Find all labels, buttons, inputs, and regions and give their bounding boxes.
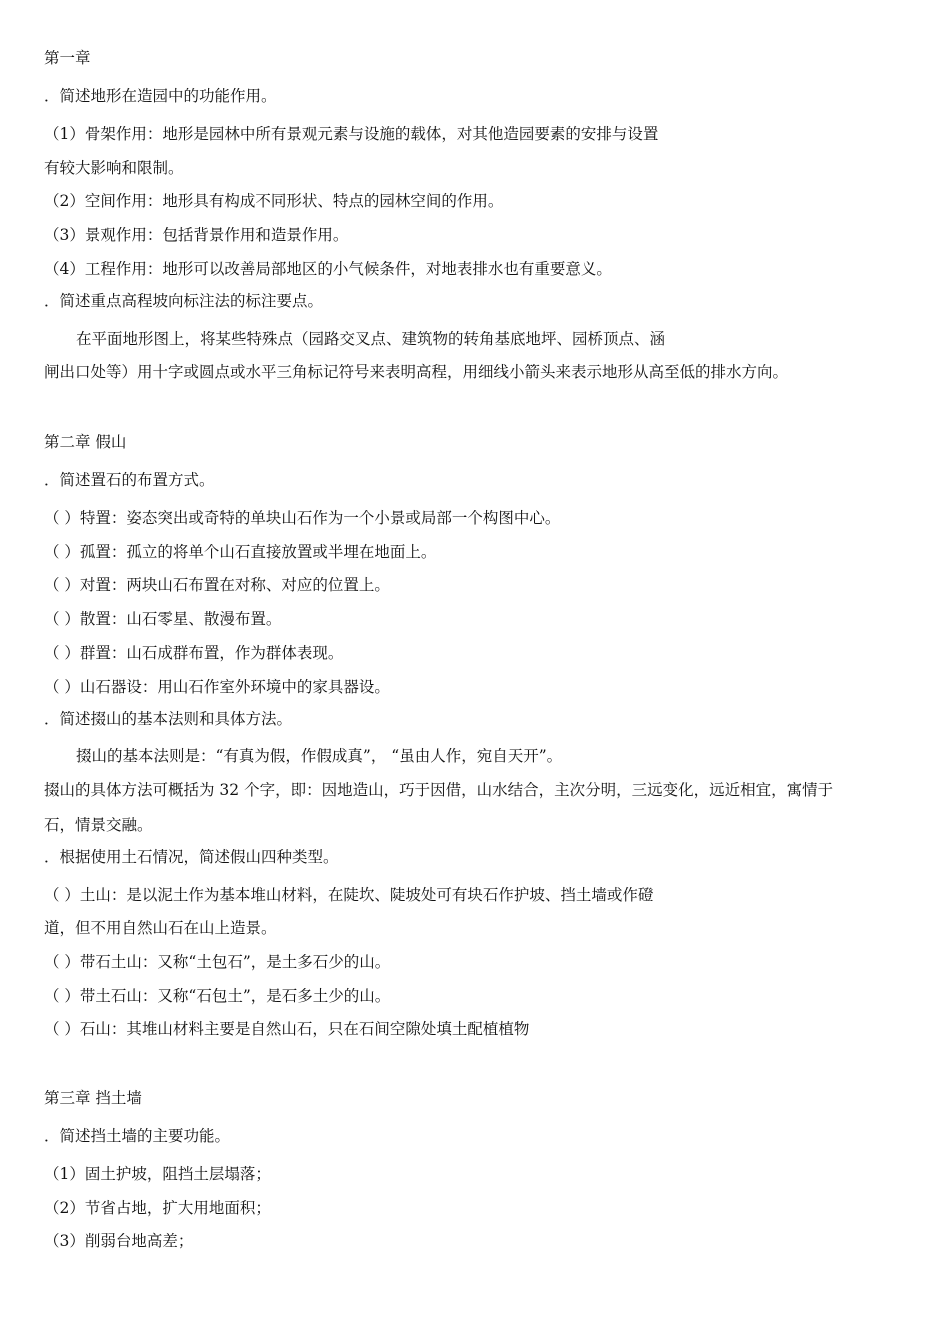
ch2-item-5: （ ）群置：山石成群布置，作为群体表现。 [44, 644, 344, 662]
chapter-2-heading: 第二章 假山 [44, 433, 127, 451]
ch1-answer-4: （4）工程作用：地形可以改善局部地区的小气候条件，对地表排水也有重要意义。 [44, 260, 612, 278]
ch1-question-2: ．简述重点高程坡向标注法的标注要点。 [44, 292, 324, 310]
ch1-question-1: ．简述地形在造园中的功能作用。 [44, 87, 277, 105]
ch1-answer-2: （2）空间作用：地形具有构成不同形状、特点的园林空间的作用。 [44, 192, 504, 210]
chapter-3-heading: 第三章 挡土墙 [44, 1089, 142, 1107]
ch1-answer-3: （3）景观作用：包括背景作用和造景作用。 [44, 226, 349, 244]
ch2-question-3: ．根据使用土石情况，简述假山四种类型。 [44, 848, 339, 866]
ch3-question-1: ．简述挡土墙的主要功能。 [44, 1127, 231, 1145]
ch2-item-2: （ ）孤置：孤立的将单个山石直接放置或半埋在地面上。 [44, 543, 437, 561]
ch1-answer-1-cont: 有较大影响和限制。 [44, 159, 184, 177]
ch2-type-1: （ ）土山：是以泥土作为基本堆山材料，在陡坎、陡坡处可有块石作护坡、挡土墙或作磴 [44, 886, 654, 904]
ch1-paragraph-1: 在平面地形图上，将某些特殊点（园路交叉点、建筑物的转角基底地坪、园桥顶点、涵 [76, 330, 666, 348]
ch2-item-1: （ ）特置：姿态突出或奇特的单块山石作为一个小景或局部一个构图中心。 [44, 509, 561, 527]
ch2-type-4: （ ）石山：其堆山材料主要是自然山石，只在石间空隙处填土配植植物 [44, 1020, 530, 1038]
ch1-answer-1: （1）骨架作用：地形是园林中所有景观元素与设施的载体，对其他造园要素的安排与设置 [44, 125, 659, 143]
ch2-type-3: （ ）带土石山：又称“石包土”，是石多土少的山。 [44, 987, 391, 1005]
ch2-type-1-cont: 道，但不用自然山石在山上造景。 [44, 919, 277, 937]
ch2-item-3: （ ）对置：两块山石布置在对称、对应的位置上。 [44, 576, 390, 594]
ch2-question-1: ．简述置石的布置方式。 [44, 471, 215, 489]
ch2-paragraph-2: 掇山的具体方法可概括为 32 个字，即：因地造山，巧于因借，山水结合，主次分明，三远变化，远近相宜，寓情于 [44, 781, 834, 799]
ch2-type-2: （ ）带石土山：又称“土包石”，是土多石少的山。 [44, 953, 391, 971]
ch3-answer-2: （2）节省占地，扩大用地面积； [44, 1199, 271, 1217]
ch2-item-4: （ ）散置：山石零星、散漫布置。 [44, 610, 282, 628]
ch3-answer-3: （3）削弱台地高差； [44, 1232, 194, 1250]
ch1-paragraph-2: 闸出口处等）用十字或圆点或水平三角标记符号来表明高程，用细线小箭头来表示地形从高至低的排水方向。 [44, 363, 789, 381]
chapter-1-heading: 第一章 [44, 49, 91, 67]
ch3-answer-1: （1）固土护坡，阻挡土层塌落； [44, 1165, 271, 1183]
ch2-question-2: ．简述掇山的基本法则和具体方法。 [44, 710, 293, 728]
ch2-paragraph-1: 掇山的基本法则是：“有真为假，作假成真”， “虽由人作，宛自天开”。 [76, 747, 563, 765]
ch2-item-6: （ ）山石器设：用山石作室外环境中的家具器设。 [44, 678, 390, 696]
ch2-paragraph-3: 石，情景交融。 [44, 816, 153, 834]
